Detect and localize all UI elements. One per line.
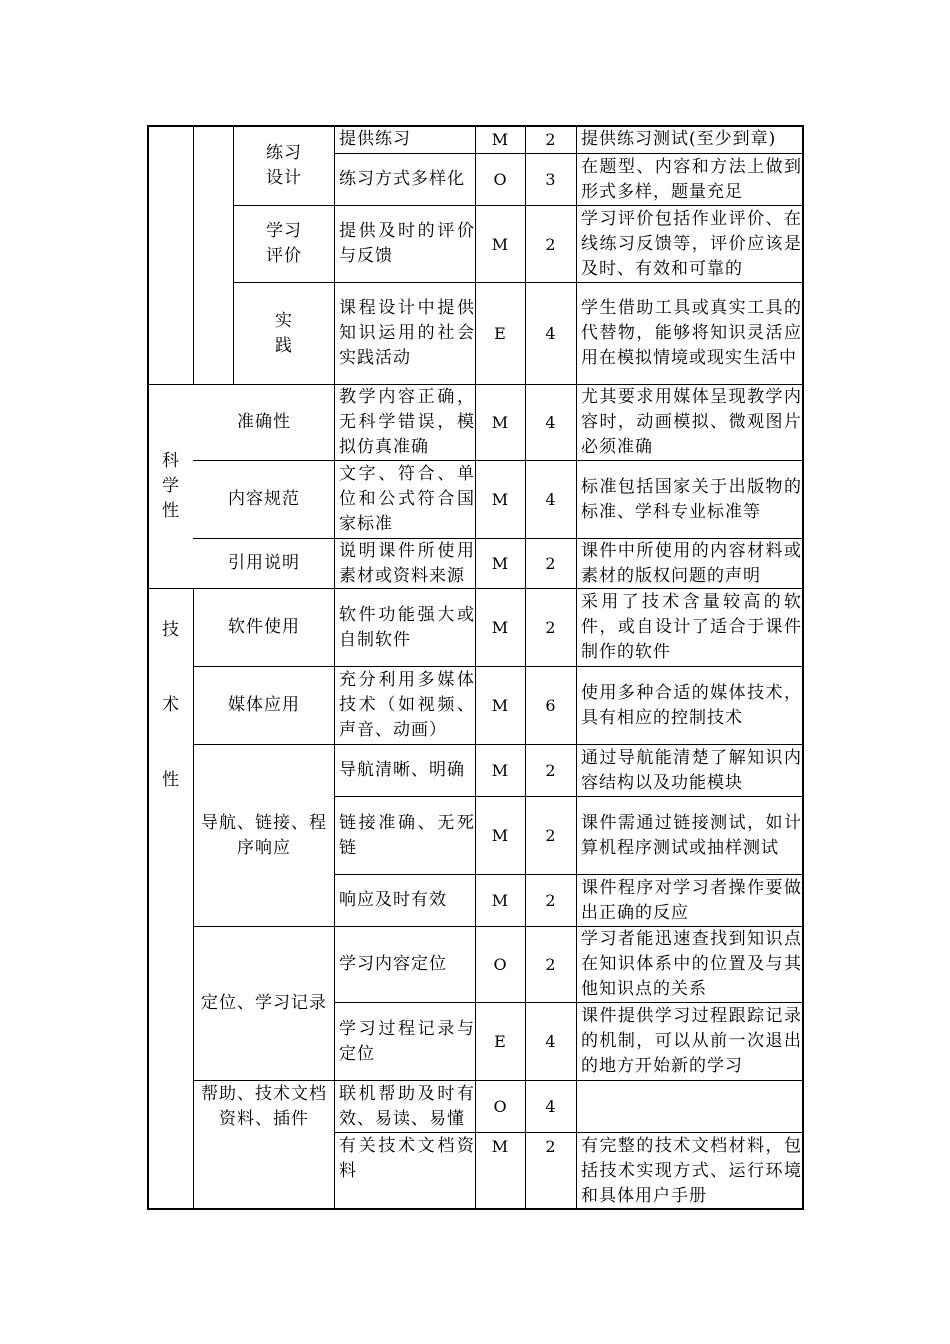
score-cell: 3 — [545, 170, 557, 189]
level-cell: M — [491, 696, 510, 715]
sub-label-citation: 引用说明 — [228, 553, 300, 573]
table-border-left — [147, 125, 149, 1210]
note-cell: 课件需通过链接测试，如计算机程序测试或抽样测试 — [581, 812, 802, 858]
level-cell: M — [491, 234, 510, 254]
indicator-cell: 链接准确、无死链 — [339, 812, 475, 858]
level-cell: M — [491, 826, 510, 845]
level-cell: O — [493, 170, 508, 189]
note-cell: 有完整的技术文档材料，包括技术实现方式、运行环境和具体用户手册 — [581, 1136, 802, 1206]
indicator-cell: 导航清晰、明确 — [339, 760, 465, 780]
note-cell — [577, 1081, 802, 1132]
note-cell: 尤其要求用媒体呈现教学内容时，动画模拟、微观图片必须准确 — [581, 387, 802, 457]
score-cell: 6 — [545, 696, 557, 715]
indicator-cell: 充分利用多媒体技术（如视频、声音、动画） — [339, 670, 475, 740]
score-cell: 2 — [545, 130, 557, 149]
category-label-science: 科 学 性 — [162, 451, 180, 521]
note-cell: 学生借助工具或真实工具的代替物，能够将知识灵活应用在模拟情境或现实生活中 — [581, 298, 802, 368]
level-cell: O — [493, 1097, 508, 1116]
sub-label-software: 软件使用 — [228, 617, 300, 637]
note-cell: 课件程序对学习者操作要做出正确的反应 — [581, 877, 802, 923]
note-cell: 标准包括国家关于出版物的标准、学科专业标准等 — [581, 476, 802, 522]
score-cell: 2 — [545, 234, 557, 254]
indicator-cell: 练习方式多样化 — [339, 169, 465, 189]
category-label-tech-1: 技 — [162, 619, 180, 640]
group-label-practice-design: 练习 设计 — [266, 142, 302, 188]
indicator-cell: 学习内容定位 — [339, 954, 447, 974]
indicator-cell: 联机帮助及时有效、易读、易懂 — [339, 1083, 475, 1129]
indicator-cell: 学习过程记录与定位 — [339, 1018, 475, 1064]
indicator-cell: 课程设计中提供知识运用的社会实践活动 — [339, 298, 475, 368]
group-label-learning-evaluation: 学习 评价 — [266, 221, 302, 266]
indicator-cell: 说明课件所使用素材或资料来源 — [339, 540, 475, 586]
score-cell: 2 — [545, 826, 557, 845]
level-cell: M — [491, 490, 510, 509]
score-cell: 2 — [545, 761, 557, 780]
sub-label-accuracy: 准确性 — [237, 412, 291, 432]
level-cell: M — [491, 761, 510, 780]
score-cell: 4 — [545, 324, 557, 343]
note-cell: 课件中所使用的内容材料或素材的版权问题的声明 — [581, 540, 802, 586]
score-cell: 4 — [545, 490, 557, 509]
sub-label-media: 媒体应用 — [228, 695, 300, 715]
col-line — [193, 125, 194, 384]
category-label-tech-2: 术 — [162, 694, 180, 715]
note-cell: 课件提供学习过程跟踪记录的机制，可以从前一次退出的地方开始新的学习 — [581, 1006, 802, 1076]
level-cell: M — [491, 554, 510, 573]
sub-label-help-docs: 帮助、技术文档资料、插件 — [201, 1084, 327, 1129]
row-line — [334, 1132, 804, 1133]
level-cell: E — [494, 324, 507, 343]
note-cell: 使用多种合适的媒体技术，具有相应的控制技术 — [581, 682, 802, 728]
table-border-right — [802, 125, 804, 1210]
score-cell: 2 — [545, 1137, 557, 1156]
score-cell: 2 — [545, 618, 557, 637]
indicator-cell: 有关技术文档资料 — [339, 1136, 475, 1181]
score-cell: 4 — [545, 1097, 557, 1116]
score-cell: 4 — [545, 413, 557, 432]
indicator-cell: 提供练习 — [339, 129, 411, 149]
level-cell: M — [491, 413, 510, 432]
score-cell: 4 — [545, 1032, 557, 1051]
note-cell: 采用了技术含量较高的软件，或自设计了适合于课件制作的软件 — [581, 592, 802, 662]
note-cell: 提供练习测试(至少到章) — [581, 129, 777, 149]
category-label-tech-3: 性 — [162, 769, 180, 790]
level-cell: O — [493, 955, 508, 974]
sub-label-navigation: 导航、链接、程序响应 — [201, 812, 327, 858]
score-cell: 2 — [545, 554, 557, 573]
note-cell: 学习者能迅速查找到知识点在知识体系中的位置及与其他知识点的关系 — [581, 929, 802, 999]
level-cell: M — [491, 130, 510, 149]
score-cell: 2 — [545, 891, 557, 910]
score-cell: 2 — [545, 955, 557, 974]
level-cell: M — [491, 891, 510, 910]
level-cell: M — [491, 1137, 510, 1156]
sub-label-locate-record: 定位、学习记录 — [201, 993, 327, 1013]
note-cell: 通过导航能清楚了解知识内容结构以及功能模块 — [581, 747, 802, 793]
indicator-cell: 响应及时有效 — [339, 890, 447, 910]
indicator-cell: 教学内容正确，无科学错误，模拟仿真准确 — [339, 387, 475, 457]
sub-label-content-standard: 内容规范 — [228, 489, 300, 509]
indicator-cell: 文字、符合、单位和公式符合国家标准 — [339, 464, 475, 534]
group-label-practice: 实 践 — [275, 310, 293, 356]
indicator-cell: 提供及时的评价与反馈 — [339, 221, 475, 266]
note-cell: 在题型、内容和方法上做到形式多样，题量充足 — [581, 156, 802, 202]
level-cell: E — [494, 1032, 507, 1051]
note-cell: 学习评价包括作业评价、在线练习反馈等，评价应该是及时、有效和可靠的 — [581, 208, 802, 279]
indicator-cell: 软件功能强大或自制软件 — [339, 604, 475, 650]
level-cell: M — [491, 618, 510, 637]
